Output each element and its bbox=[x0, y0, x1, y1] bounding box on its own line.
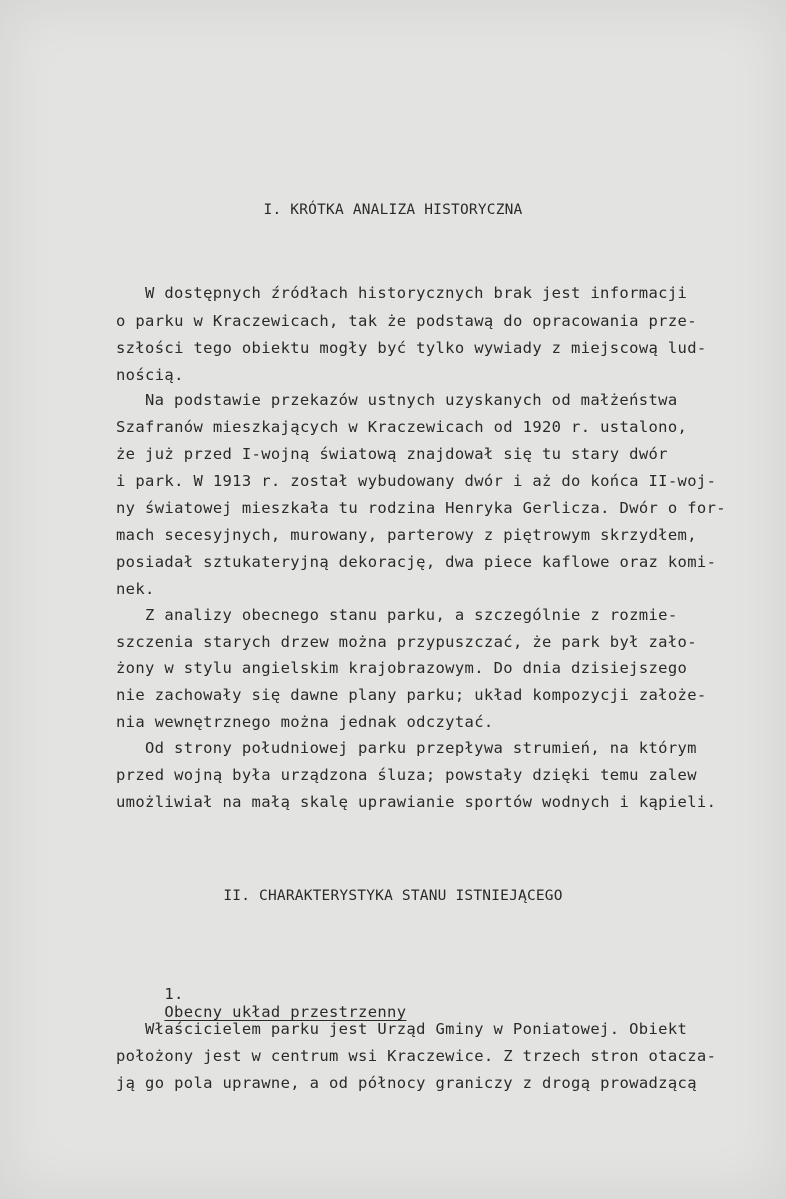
text-line: posiadał sztukateryjną dekorację, dwa piece kaflowe oraz komi- bbox=[116, 553, 717, 571]
text-line: żony w stylu angielskim krajobrazowym. Do dnia dzisiejszego bbox=[116, 659, 688, 677]
section-2-heading: II. CHARAKTERYSTYKA STANU ISTNIEJĄCEGO bbox=[223, 888, 563, 904]
text-line: szczenia starych drzew można przypuszczać, że park był zało- bbox=[116, 633, 697, 651]
subsection-heading bbox=[145, 967, 406, 1021]
text-line: o parku w Kraczewicach, tak że podstawą do opracowania prze- bbox=[116, 312, 697, 330]
text-line: W dostępnych źródłach historycznych brak jest informacji bbox=[145, 284, 688, 302]
text-line: nia wewnętrznego można jednak odczytać. bbox=[116, 713, 494, 731]
text-line: że już przed I-wojną światową znajdował się tu stary dwór bbox=[116, 445, 668, 463]
subsection-title: Obecny układ przestrzenny bbox=[164, 1003, 407, 1021]
subsection-number: 1. bbox=[164, 985, 184, 1003]
text-line: szłości tego obiektu mogły być tylko wywiady z miejscową lud- bbox=[116, 339, 707, 357]
text-line: ny światowej mieszkała tu rodzina Henryka Gerlicza. Dwór o for- bbox=[116, 499, 726, 517]
text-line: Z analizy obecnego stanu parku, a szczególnie z rozmie- bbox=[145, 606, 678, 624]
text-line: i park. W 1913 r. został wybudowany dwór i aż do końca II-woj- bbox=[116, 472, 717, 490]
text-line: Szafranów mieszkających w Kraczewicach od 1920 r. ustalono, bbox=[116, 418, 688, 436]
text-line: umożliwiał na małą skalę uprawianie sportów wodnych i kąpieli. bbox=[116, 793, 717, 811]
text-line: ją go pola uprawne, a od północy graniczy z drogą prowadzącą bbox=[116, 1074, 697, 1092]
text-line: Właścicielem parku jest Urząd Gminy w Poniatowej. Obiekt bbox=[145, 1020, 688, 1038]
text-line: położony jest w centrum wsi Kraczewice. Z trzech stron otacza- bbox=[116, 1047, 717, 1065]
text-line: Na podstawie przekazów ustnych uzyskanych od małżeństwa bbox=[145, 391, 678, 409]
text-line: Od strony południowej parku przepływa strumień, na którym bbox=[145, 739, 697, 757]
text-line: przed wojną była urządzona śluza; powstały dzięki temu zalew bbox=[116, 766, 697, 784]
section-1-heading: I. KRÓTKA ANALIZA HISTORYCZNA bbox=[263, 202, 523, 218]
text-line: nie zachowały się dawne plany parku; układ kompozycji założe- bbox=[116, 686, 707, 704]
text-line: mach secesyjnych, murowany, parterowy z piętrowym skrzydłem, bbox=[116, 526, 697, 544]
text-line: nek. bbox=[116, 580, 155, 598]
text-line: nością. bbox=[116, 366, 184, 384]
